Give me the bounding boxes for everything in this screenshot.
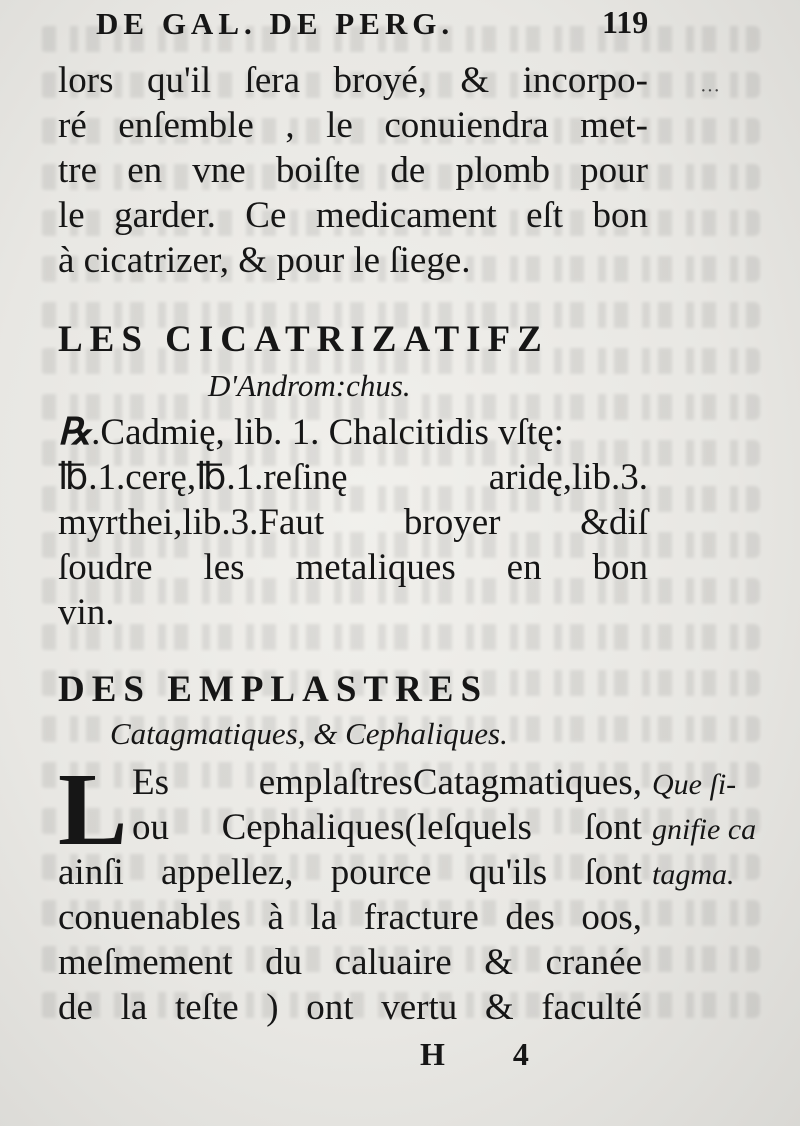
running-head: DE GAL. DE PERG.	[96, 6, 455, 41]
section-subheading: Catagmatiques, & Cephaliques.	[110, 716, 508, 751]
body-paragraph	[58, 752, 642, 1030]
section-subheading: D'Androm:chus.	[208, 368, 411, 403]
text-line: le garder. Ce medicament eſt bon	[58, 195, 648, 236]
text-line: vin.	[58, 592, 115, 633]
text-line: meſmement du caluaire & cranée	[58, 942, 642, 983]
note-line: Que ſi-	[652, 768, 737, 801]
text-line: de la teſte ) ont vertu & faculté	[58, 987, 642, 1028]
note-line: tagma.	[652, 858, 735, 891]
section-heading: DES EMPLASTRES	[58, 669, 489, 710]
drop-capital: L	[58, 752, 128, 867]
section-heading: LES CICATRIZATIFZ	[58, 319, 549, 360]
page-number: 119	[602, 4, 649, 40]
text-line: ré enſemble , le conuiendra met-	[58, 105, 648, 146]
recipe-text: .Cadmię, lib. 1. Chalcitidis vſtę:	[91, 412, 564, 453]
text-line: ſoudre les metaliques en bon	[58, 547, 648, 588]
ink-specks: ···	[700, 80, 720, 102]
text-line: ℔.1.cerę,℔.1.reſinę aridę,lib.3.	[58, 457, 648, 498]
text-line: lors qu'il ſera broyé, & incorpo-	[58, 60, 648, 101]
text-line: conuenables à la fracture des oos,	[58, 897, 642, 938]
text-line: Es emplaſtresCatagmatiques,	[132, 762, 642, 803]
text-line: ou Cephaliques(leſquels ſont	[132, 807, 642, 848]
text-line	[58, 410, 648, 455]
text-line: myrthei,lib.3.Faut broyer &diſ	[58, 502, 648, 543]
signature-mark: H 4	[420, 1036, 559, 1072]
note-line: gnifie ca	[652, 813, 757, 846]
recipe-symbol: ℞	[58, 412, 92, 453]
text-line: tre en vne boiſte de plomb pour	[58, 150, 648, 191]
paragraph-continuation	[58, 58, 648, 283]
text-line: à cicatrizer, & pour le ſiege.	[58, 240, 471, 281]
recipe-paragraph	[58, 410, 648, 635]
text-line: ainſi appellez, pource qu'ils ſont	[58, 852, 642, 893]
marginal-note	[652, 762, 792, 897]
